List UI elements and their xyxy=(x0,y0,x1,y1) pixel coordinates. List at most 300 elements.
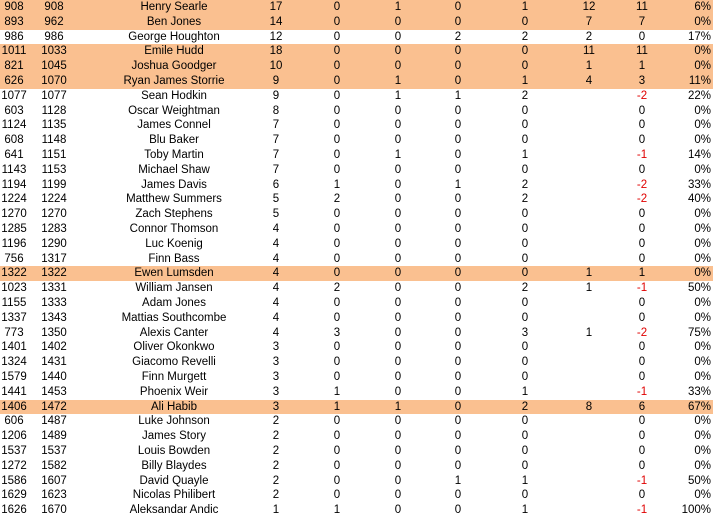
id-a-cell: 1196 xyxy=(1,237,27,250)
value-cell-6: 11 xyxy=(583,45,595,58)
id-b-cell: 1151 xyxy=(41,149,67,161)
value-cell-6 xyxy=(575,192,603,207)
value-cell-6 xyxy=(575,474,603,489)
value-cell-6 xyxy=(575,133,603,148)
value-cell-1: 1 xyxy=(272,504,280,517)
value-cell-3: 0 xyxy=(394,104,402,117)
value-cell-3: 0 xyxy=(394,134,402,147)
value-cell-1: 2 xyxy=(272,415,280,428)
id-a-cell: 1322 xyxy=(1,267,27,280)
player-name-cell: Toby Martin xyxy=(144,149,204,161)
table-row xyxy=(0,222,713,237)
value-cell-2: 0 xyxy=(333,45,341,58)
id-a-cell: 893 xyxy=(4,15,24,28)
value-cell-1: 4 xyxy=(272,311,280,324)
id-a-cell: 1579 xyxy=(1,371,27,383)
id-b-cell: 1283 xyxy=(41,223,67,235)
value-cell-1: 12 xyxy=(269,30,283,43)
value-cell-6 xyxy=(575,340,603,355)
percent-cell: 67% xyxy=(687,400,711,413)
id-a-cell: 1324 xyxy=(1,356,27,369)
id-b-cell: 1453 xyxy=(41,385,67,398)
value-cell-4: 0 xyxy=(454,326,462,339)
value-cell-4: 0 xyxy=(454,311,462,324)
value-cell-7: 0 xyxy=(638,104,646,117)
value-cell-2: 0 xyxy=(333,267,341,280)
id-b-cell: 908 xyxy=(44,1,64,13)
value-cell-2: 0 xyxy=(333,149,341,161)
value-cell-3: 0 xyxy=(394,208,402,221)
table-row xyxy=(0,370,713,385)
value-cell-6 xyxy=(575,163,603,178)
player-name-cell: George Houghton xyxy=(128,30,220,43)
value-cell-3: 0 xyxy=(394,445,402,457)
value-cell-7: -2 xyxy=(636,89,648,102)
id-a-cell: 1194 xyxy=(1,178,27,191)
value-cell-5: 2 xyxy=(521,178,529,191)
value-cell-5: 0 xyxy=(521,267,529,280)
value-cell-5: 1 xyxy=(521,1,529,13)
percent-cell: 0% xyxy=(694,311,711,324)
value-cell-4: 0 xyxy=(454,208,462,221)
value-cell-1: 2 xyxy=(272,474,280,487)
value-cell-5: 0 xyxy=(521,371,529,383)
value-cell-2: 2 xyxy=(333,193,341,206)
id-a-cell: 1270 xyxy=(1,208,27,221)
id-b-cell: 1148 xyxy=(41,134,67,147)
value-cell-5: 2 xyxy=(521,30,529,43)
value-cell-4: 0 xyxy=(454,385,462,398)
id-b-cell: 1670 xyxy=(41,504,67,517)
percent-cell: 0% xyxy=(694,445,711,457)
value-cell-4: 0 xyxy=(454,356,462,369)
player-name-cell: Oscar Weightman xyxy=(128,104,220,117)
id-b-cell: 1270 xyxy=(41,208,67,221)
value-cell-2: 0 xyxy=(333,104,341,117)
value-cell-3: 0 xyxy=(394,474,402,487)
percent-cell: 14% xyxy=(687,149,711,161)
id-b-cell: 1623 xyxy=(41,489,67,502)
value-cell-1: 3 xyxy=(272,385,280,398)
id-a-cell: 908 xyxy=(4,1,24,13)
value-cell-3: 0 xyxy=(394,282,402,295)
value-cell-2: 1 xyxy=(333,400,341,413)
table-row xyxy=(0,266,713,281)
value-cell-4: 0 xyxy=(454,1,462,13)
value-cell-2: 0 xyxy=(333,311,341,324)
value-cell-6: 7 xyxy=(585,15,593,28)
value-cell-2: 3 xyxy=(333,326,341,339)
value-cell-3: 0 xyxy=(394,60,402,73)
value-cell-7: 0 xyxy=(638,134,646,147)
table-row xyxy=(0,0,713,15)
value-cell-6 xyxy=(575,118,603,133)
value-cell-3: 1 xyxy=(394,1,402,13)
value-cell-7: -1 xyxy=(636,282,648,295)
value-cell-3: 0 xyxy=(394,326,402,339)
value-cell-5: 2 xyxy=(521,193,529,206)
id-a-cell: 1143 xyxy=(1,163,27,176)
value-cell-5: 1 xyxy=(521,504,529,517)
value-cell-6: 1 xyxy=(585,326,593,339)
value-cell-3: 0 xyxy=(394,252,402,265)
value-cell-7: 0 xyxy=(638,445,646,457)
percent-cell: 0% xyxy=(694,252,711,265)
value-cell-6 xyxy=(575,488,603,503)
value-cell-4: 0 xyxy=(454,134,462,147)
value-cell-1: 4 xyxy=(272,223,280,235)
value-cell-3: 0 xyxy=(394,45,402,58)
value-cell-4: 0 xyxy=(454,223,462,235)
player-name-cell: Connor Thomson xyxy=(129,223,219,235)
value-cell-4: 0 xyxy=(454,119,462,132)
percent-cell: 0% xyxy=(694,356,711,369)
id-b-cell: 1045 xyxy=(41,60,67,73)
id-b-cell: 1317 xyxy=(41,252,67,265)
value-cell-6: 1 xyxy=(585,267,593,280)
id-a-cell: 1629 xyxy=(1,489,27,502)
value-cell-4: 0 xyxy=(454,415,462,428)
value-cell-1: 7 xyxy=(272,163,280,176)
value-cell-1: 17 xyxy=(269,1,283,13)
table-row xyxy=(0,355,713,370)
id-a-cell: 606 xyxy=(4,415,24,428)
id-a-cell: 626 xyxy=(4,75,24,87)
percent-cell: 75% xyxy=(687,326,711,339)
value-cell-7: -1 xyxy=(636,504,648,517)
value-cell-7: 0 xyxy=(638,223,646,235)
id-b-cell: 1331 xyxy=(41,282,67,295)
value-cell-3: 0 xyxy=(394,178,402,191)
value-cell-4: 0 xyxy=(454,15,462,28)
value-cell-6: 2 xyxy=(585,30,593,43)
value-cell-1: 4 xyxy=(272,297,280,309)
table-row xyxy=(0,326,713,341)
table-row xyxy=(0,429,713,444)
player-name-cell: Matthew Summers xyxy=(126,193,222,206)
table-row xyxy=(0,414,713,429)
player-name-cell: Billy Blaydes xyxy=(141,459,207,472)
value-cell-1: 2 xyxy=(272,459,280,472)
table-row xyxy=(0,30,713,45)
value-cell-3: 1 xyxy=(394,75,402,87)
value-cell-5: 0 xyxy=(521,163,529,176)
value-cell-4: 1 xyxy=(454,178,462,191)
table-row xyxy=(0,163,713,178)
value-cell-4: 0 xyxy=(454,75,462,87)
player-name-cell: Michael Shaw xyxy=(138,163,210,176)
value-cell-5: 0 xyxy=(521,430,529,443)
percent-cell: 0% xyxy=(694,119,711,132)
value-cell-7: 1 xyxy=(638,267,646,280)
player-name-cell: Joshua Goodger xyxy=(131,60,217,73)
value-cell-4: 0 xyxy=(454,445,462,457)
player-name-cell: Henry Searle xyxy=(140,1,208,13)
table-row xyxy=(0,385,713,400)
player-name-cell: Giacomo Revelli xyxy=(132,356,216,369)
value-cell-7: 0 xyxy=(638,459,646,472)
value-cell-5: 0 xyxy=(521,45,529,58)
player-name-cell: Phoenix Weir xyxy=(139,385,209,398)
value-cell-6 xyxy=(575,414,603,429)
value-cell-2: 1 xyxy=(333,385,341,398)
value-cell-5: 0 xyxy=(521,119,529,132)
value-cell-7: 0 xyxy=(638,311,646,324)
id-a-cell: 1155 xyxy=(1,297,27,309)
value-cell-5: 0 xyxy=(521,445,529,457)
value-cell-2: 0 xyxy=(333,223,341,235)
value-cell-2: 0 xyxy=(333,89,341,102)
value-cell-6 xyxy=(575,459,603,474)
table-row xyxy=(0,178,713,193)
value-cell-1: 4 xyxy=(272,282,280,295)
id-a-cell: 1401 xyxy=(1,341,27,354)
percent-cell: 0% xyxy=(694,208,711,221)
percent-cell: 0% xyxy=(694,371,711,383)
value-cell-2: 0 xyxy=(333,415,341,428)
percent-cell: 17% xyxy=(687,30,711,43)
value-cell-7: -1 xyxy=(636,149,648,161)
value-cell-7: -2 xyxy=(636,178,648,191)
player-name-cell: Blu Baker xyxy=(149,134,199,147)
id-a-cell: 1206 xyxy=(1,430,27,443)
value-cell-6: 12 xyxy=(582,1,596,13)
id-a-cell: 1441 xyxy=(1,385,27,398)
value-cell-5: 3 xyxy=(521,326,529,339)
id-a-cell: 1124 xyxy=(1,119,27,132)
value-cell-6 xyxy=(575,370,603,385)
player-name-cell: Emile Hudd xyxy=(144,45,204,58)
value-cell-4: 0 xyxy=(454,430,462,443)
value-cell-2: 0 xyxy=(333,119,341,132)
value-cell-7: 0 xyxy=(638,237,646,250)
table-row xyxy=(0,118,713,133)
table-row xyxy=(0,340,713,355)
value-cell-1: 8 xyxy=(272,104,280,117)
value-cell-7: -2 xyxy=(636,193,648,206)
value-cell-4: 0 xyxy=(454,149,462,161)
table-row xyxy=(0,207,713,222)
table-row xyxy=(0,400,713,415)
id-a-cell: 756 xyxy=(4,252,24,265)
value-cell-6 xyxy=(575,429,603,444)
table-row xyxy=(0,59,713,74)
value-cell-5: 0 xyxy=(521,223,529,235)
value-cell-7: -1 xyxy=(636,385,648,398)
value-cell-5: 2 xyxy=(521,282,529,295)
id-b-cell: 986 xyxy=(44,30,64,43)
value-cell-3: 0 xyxy=(394,504,402,517)
value-cell-4: 0 xyxy=(454,282,462,295)
id-b-cell: 1472 xyxy=(41,400,67,413)
value-cell-4: 0 xyxy=(454,341,462,354)
value-cell-5: 2 xyxy=(521,400,529,413)
value-cell-2: 0 xyxy=(333,30,341,43)
player-name-cell: Zach Stephens xyxy=(135,208,213,221)
percent-cell: 0% xyxy=(694,163,711,176)
id-b-cell: 1077 xyxy=(41,89,67,102)
value-cell-2: 0 xyxy=(333,341,341,354)
value-cell-3: 0 xyxy=(394,15,402,28)
id-b-cell: 1487 xyxy=(41,415,67,428)
value-cell-6 xyxy=(575,178,603,193)
value-cell-6 xyxy=(575,252,603,267)
id-a-cell: 1337 xyxy=(1,311,27,324)
value-cell-3: 0 xyxy=(394,223,402,235)
player-name-cell: Mattias Southcombe xyxy=(121,311,227,324)
value-cell-5: 0 xyxy=(521,252,529,265)
value-cell-2: 0 xyxy=(333,15,341,28)
value-cell-3: 0 xyxy=(394,385,402,398)
value-cell-6 xyxy=(575,444,603,459)
table-row xyxy=(0,488,713,503)
value-cell-5: 0 xyxy=(521,208,529,221)
id-a-cell: 1023 xyxy=(1,282,27,295)
value-cell-5: 1 xyxy=(521,385,529,398)
value-cell-4: 0 xyxy=(454,193,462,206)
value-cell-3: 0 xyxy=(394,489,402,502)
value-cell-4: 1 xyxy=(454,474,462,487)
value-cell-5: 0 xyxy=(521,237,529,250)
id-a-cell: 1224 xyxy=(1,193,27,206)
value-cell-5: 0 xyxy=(521,297,529,309)
percent-cell: 33% xyxy=(687,385,711,398)
id-a-cell: 986 xyxy=(4,30,24,43)
table-row xyxy=(0,192,713,207)
id-b-cell: 1135 xyxy=(41,119,67,132)
id-b-cell: 1224 xyxy=(41,193,67,206)
value-cell-6: 1 xyxy=(585,282,593,295)
value-cell-1: 14 xyxy=(269,15,283,28)
player-name-cell: Luc Koenig xyxy=(145,237,203,250)
value-cell-5: 0 xyxy=(521,15,529,28)
value-cell-2: 0 xyxy=(333,163,341,176)
value-cell-2: 1 xyxy=(333,178,341,191)
percent-cell: 0% xyxy=(694,237,711,250)
value-cell-5: 0 xyxy=(521,489,529,502)
id-a-cell: 1626 xyxy=(1,504,27,517)
player-name-cell: David Quayle xyxy=(139,474,209,487)
player-name-cell: Ryan James Storrie xyxy=(123,75,225,87)
value-cell-4: 1 xyxy=(454,89,462,102)
value-cell-1: 4 xyxy=(272,326,280,339)
value-cell-7: 3 xyxy=(638,75,646,87)
value-cell-2: 1 xyxy=(333,504,341,517)
id-a-cell: 1537 xyxy=(1,445,27,457)
percent-cell: 0% xyxy=(694,60,711,73)
value-cell-7: 0 xyxy=(638,489,646,502)
table-row xyxy=(0,74,713,89)
value-cell-2: 0 xyxy=(333,371,341,383)
value-cell-7: 0 xyxy=(638,297,646,309)
player-name-cell: Sean Hodkin xyxy=(141,89,207,102)
player-name-cell: Ewen Lumsden xyxy=(134,267,214,280)
value-cell-6 xyxy=(575,89,603,104)
value-cell-1: 7 xyxy=(272,119,280,132)
id-b-cell: 1343 xyxy=(41,311,67,324)
percent-cell: 0% xyxy=(694,297,711,309)
value-cell-1: 5 xyxy=(272,208,280,221)
percent-cell: 0% xyxy=(694,341,711,354)
table-row xyxy=(0,148,713,163)
id-a-cell: 773 xyxy=(4,326,24,339)
value-cell-3: 0 xyxy=(394,297,402,309)
percent-cell: 11% xyxy=(688,75,711,87)
value-cell-1: 18 xyxy=(269,45,283,58)
value-cell-7: 0 xyxy=(638,30,646,43)
table-row xyxy=(0,104,713,119)
value-cell-3: 0 xyxy=(394,341,402,354)
value-cell-3: 0 xyxy=(394,237,402,250)
id-b-cell: 1153 xyxy=(41,163,67,176)
player-name-cell: Finn Bass xyxy=(148,252,200,265)
value-cell-7: 0 xyxy=(638,252,646,265)
value-cell-1: 9 xyxy=(272,89,280,102)
value-cell-3: 0 xyxy=(394,311,402,324)
value-cell-7: 0 xyxy=(638,341,646,354)
player-name-cell: Aleksandar Andic xyxy=(129,504,219,517)
value-cell-5: 0 xyxy=(521,341,529,354)
value-cell-6 xyxy=(575,311,603,326)
value-cell-2: 0 xyxy=(333,474,341,487)
table-row xyxy=(0,252,713,267)
id-b-cell: 962 xyxy=(44,15,64,28)
value-cell-6: 1 xyxy=(585,60,593,73)
value-cell-2: 0 xyxy=(333,75,341,87)
player-name-cell: Nicolas Philibert xyxy=(132,489,216,502)
value-cell-3: 0 xyxy=(394,356,402,369)
value-cell-3: 0 xyxy=(394,163,402,176)
value-cell-6 xyxy=(575,148,603,163)
value-cell-1: 5 xyxy=(272,193,280,206)
percent-cell: 33% xyxy=(687,178,711,191)
player-name-cell: Finn Murgett xyxy=(141,371,207,383)
value-cell-1: 3 xyxy=(272,356,280,369)
player-name-cell: Louis Bowden xyxy=(137,445,211,457)
value-cell-5: 0 xyxy=(521,415,529,428)
table-row xyxy=(0,474,713,489)
player-name-cell: James Davis xyxy=(141,178,207,191)
table-row xyxy=(0,444,713,459)
value-cell-2: 0 xyxy=(333,134,341,147)
value-cell-7: 0 xyxy=(638,356,646,369)
value-cell-7: -2 xyxy=(636,326,648,339)
value-cell-1: 6 xyxy=(272,178,280,191)
value-cell-7: 0 xyxy=(638,208,646,221)
value-cell-3: 0 xyxy=(394,371,402,383)
id-a-cell: 608 xyxy=(4,134,24,147)
percent-cell: 0% xyxy=(694,430,711,443)
id-b-cell: 1582 xyxy=(41,459,67,472)
value-cell-3: 0 xyxy=(394,430,402,443)
value-cell-7: 0 xyxy=(638,371,646,383)
player-name-cell: James Connel xyxy=(137,119,211,132)
value-cell-4: 0 xyxy=(454,489,462,502)
value-cell-7: 11 xyxy=(636,45,648,58)
value-cell-1: 10 xyxy=(269,60,283,73)
value-cell-3: 0 xyxy=(394,415,402,428)
value-cell-4: 0 xyxy=(454,104,462,117)
table-row xyxy=(0,237,713,252)
value-cell-3: 0 xyxy=(394,30,402,43)
value-cell-7: 7 xyxy=(638,15,646,28)
percent-cell: 0% xyxy=(694,104,711,117)
value-cell-5: 1 xyxy=(521,149,529,161)
table-row xyxy=(0,44,713,59)
value-cell-7: 1 xyxy=(638,60,646,73)
value-cell-4: 0 xyxy=(454,45,462,58)
player-name-cell: William Jansen xyxy=(135,282,213,295)
